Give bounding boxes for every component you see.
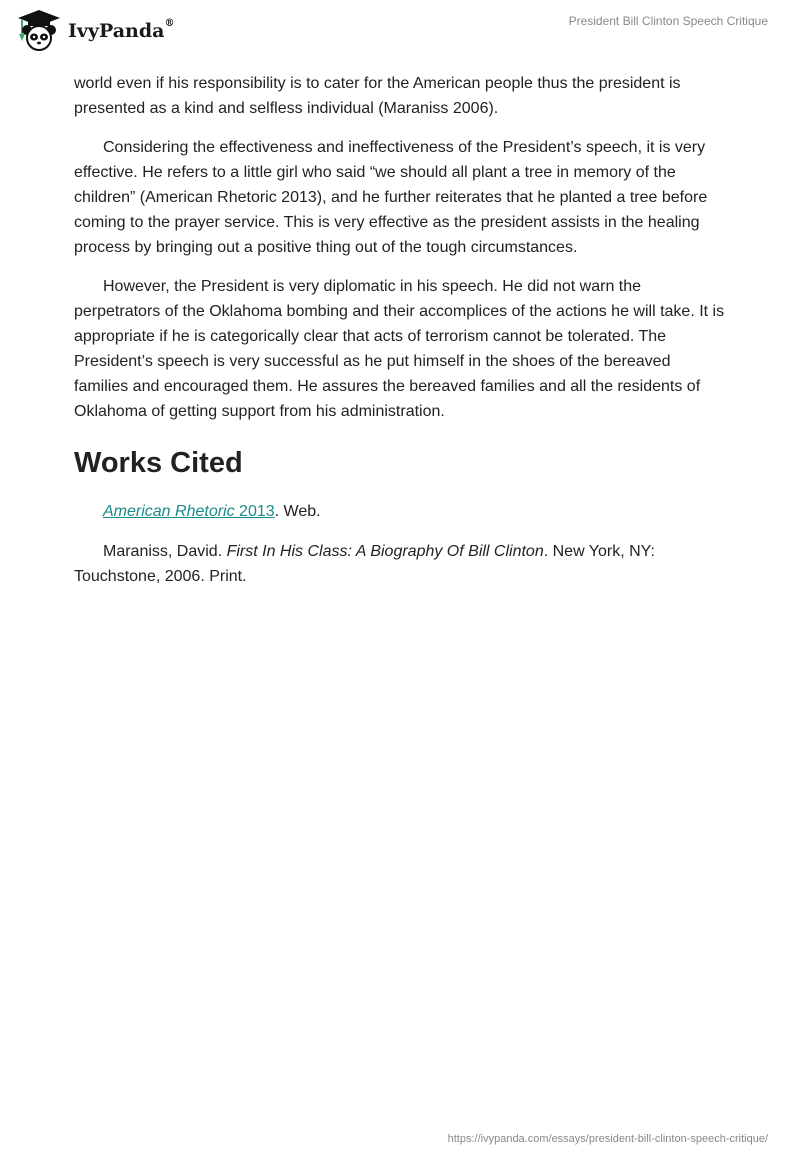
link-year: 2013: [234, 503, 275, 520]
citation-publication: . New York, NY: Touchstone, 2006. Print.: [74, 543, 655, 585]
source-url: https://ivypanda.com/essays/president-bill-clinton-speech-critique/: [447, 1133, 768, 1145]
panda-graduate-icon: [14, 8, 64, 52]
works-cited-heading: Works Cited: [74, 447, 243, 479]
citation-author: Maraniss, David.: [103, 543, 227, 560]
ivypanda-logo[interactable]: [14, 8, 174, 52]
body-paragraph-1: world even if his responsibility is to cater for the American people thus the president is presented as a kind and selfless individual (Maraniss 2006).: [74, 75, 681, 117]
body-paragraph-3: However, the President is very diplomatic in his speech. He did not warn the perpetrators of the Oklahoma bombing and their accomplices of the actions he will take. It is appropriate if he is categorically clear that acts of terrorism cannot be tolerated. The President’s speech is very successful as he put himself in the shoes of the bereaved families and encouraged them. He assures the bereaved families and all the residents of Oklahoma of getting support from his administration.: [74, 278, 725, 420]
registered-mark: ®: [164, 18, 175, 29]
logo-wordmark: IvyPanda®: [68, 18, 175, 42]
american-rhetoric-link[interactable]: [103, 503, 275, 520]
essay-content: [74, 71, 726, 604]
citation-american-rhetoric: [74, 499, 726, 524]
citation-suffix: . Web.: [274, 503, 321, 520]
document-title: President Bill Clinton Speech Critique: [568, 14, 768, 28]
citation-maraniss: [74, 539, 726, 589]
citation-book-title: First In His Class: A Biography Of Bill Clinton: [226, 543, 544, 560]
body-paragraph-2: Considering the effectiveness and ineffectiveness of the President’s speech, it is very effective. He refers to a little girl who said “we should all plant a tree in memory of the children” (American Rhetoric 2013), and he further reiterates that he planted a tree before coming to the prayer service. This is very effective as the president assists in the healing process by bringing out a positive thing out of the tough circumstances.: [74, 139, 708, 256]
page-header: [0, 0, 800, 70]
link-title: American Rhetoric: [103, 503, 235, 520]
